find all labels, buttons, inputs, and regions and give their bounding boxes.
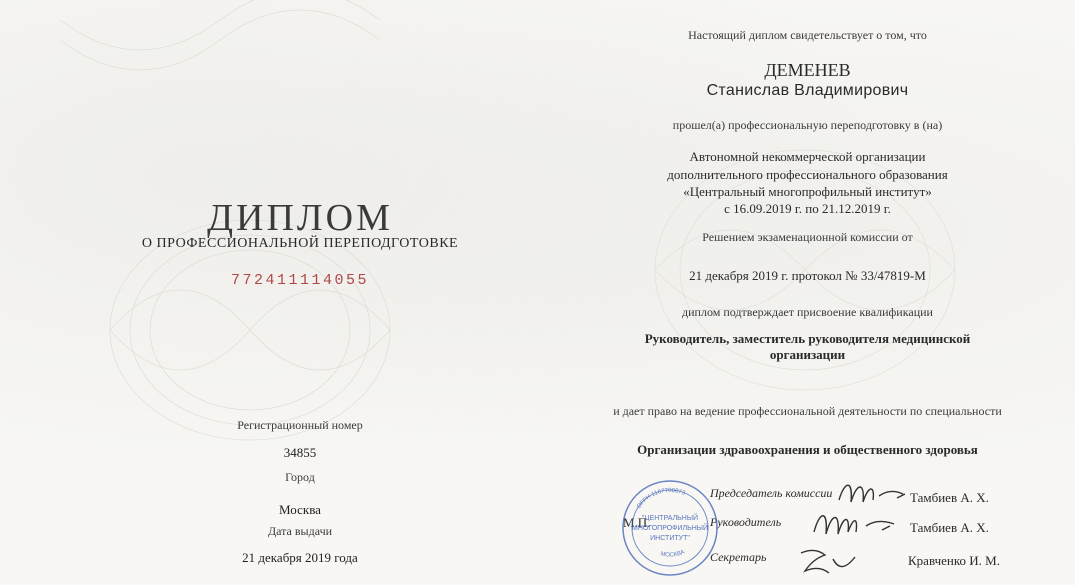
stamp-line-1: "ЦЕНТРАЛЬНЫЙ: [641, 515, 699, 522]
chair-name: Тамбиев А. Х.: [910, 490, 989, 505]
city-value: Москва: [279, 502, 321, 517]
diploma-subtitle: О ПРОФЕССИОНАЛЬНОЙ ПЕРЕПОДГОТОВКЕ: [141, 236, 459, 251]
secretary-name: Кравченко И. М.: [908, 553, 1000, 568]
qualification-line-1: Руководитель, заместитель руководителя медицинской: [644, 331, 971, 346]
security-pattern-left: [0, 0, 520, 585]
specialty-text: Организации здравоохранения и общественного здоровья: [637, 442, 978, 457]
city-label: Город: [285, 470, 315, 484]
intro-text: Настоящий диплом свидетельствует о том, что: [688, 28, 927, 42]
issue-date-value: 21 декабря 2019 года: [242, 550, 358, 565]
svg-text:ОГРН 1167700073: [636, 488, 686, 510]
head-label: Руководитель: [710, 515, 782, 529]
qualification-line-2: организации: [769, 347, 846, 362]
stamp-icon: [620, 478, 720, 578]
given-names: Станислав Владимирович: [706, 82, 909, 99]
org-line-1: Автономной некоммерческой организации: [689, 149, 926, 164]
stamp-city: МОСКВА: [659, 549, 686, 559]
issue-date-label: Дата выдачи: [267, 524, 333, 538]
serial-number: 772411114055: [230, 272, 370, 289]
secretary-label: Секретарь: [710, 550, 767, 564]
chair-label: Председатель комиссии: [710, 486, 833, 500]
study-period: с 16.09.2019 г. по 21.12.2019 г.: [724, 201, 891, 216]
passed-text: прошел(а) профессиональную переподготовку в (на): [672, 118, 943, 132]
stamp-ogrn: ОГРН 1167700073: [636, 487, 686, 510]
org-line-2: дополнительного профессионального образования: [667, 167, 948, 182]
chair-signature: [835, 478, 915, 508]
surname: ДЕМЕНЕВ: [764, 60, 851, 80]
reg-number-label: Регистрационный номер: [237, 418, 363, 432]
protocol-text: 21 декабря 2019 г. протокол № 33/47819-М: [689, 268, 926, 283]
seal-place-label: М.П.: [623, 515, 651, 530]
org-line-3: «Центральный многопрофильный институт»: [683, 184, 932, 199]
stamp-line-3: ИНСТИТУТ": [650, 535, 690, 542]
head-signature: [810, 506, 900, 540]
diploma-title: ДИПЛОМ: [207, 197, 393, 239]
head-name: Тамбиев А. Х.: [910, 520, 989, 535]
confirms-text: диплом подтверждает присвоение квалификации: [682, 305, 933, 319]
secretary-signature: [795, 545, 865, 579]
svg-text:МОСКВА: [660, 549, 686, 558]
stamp-line-2: МНОГОПРОФИЛЬНЫЙ: [632, 525, 708, 532]
reg-number-value: 34855: [283, 445, 317, 460]
round-stamp: [620, 478, 720, 583]
right-to-text: и дает право на ведение профессиональной деятельности по специальности: [613, 404, 1002, 418]
decision-text: Решением экзаменационной комиссии от: [702, 230, 913, 244]
